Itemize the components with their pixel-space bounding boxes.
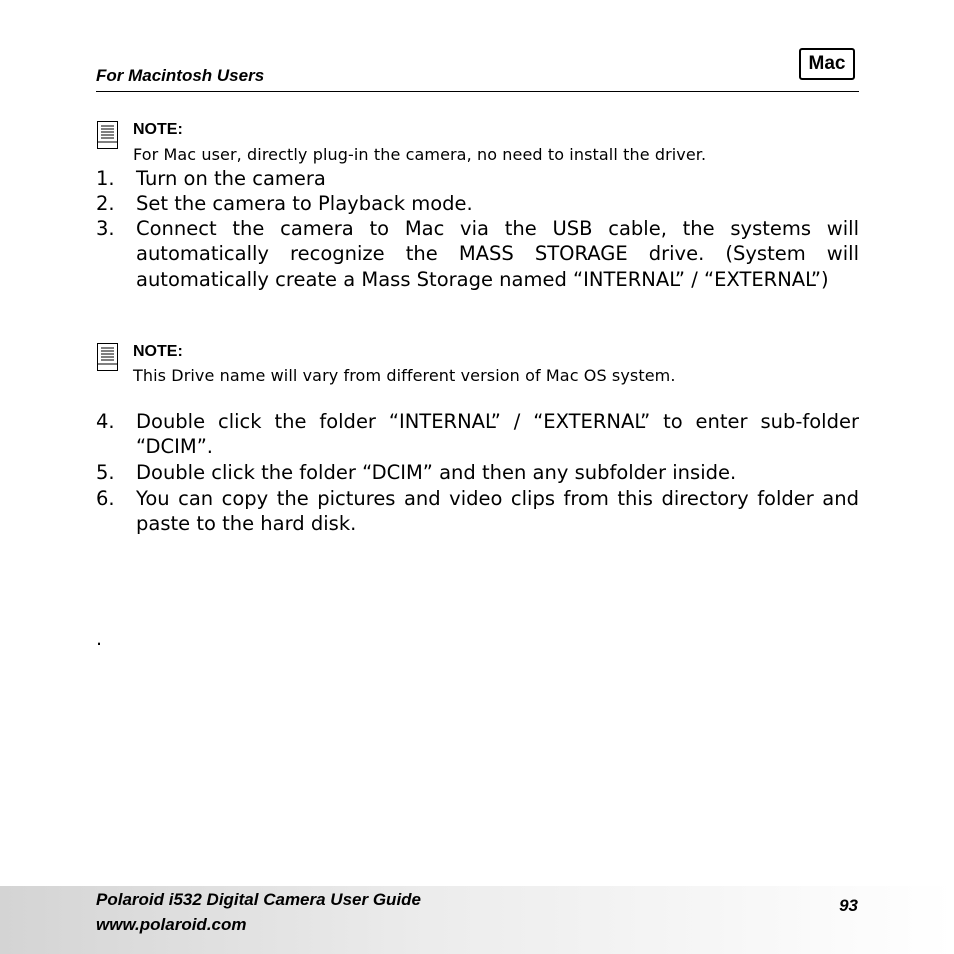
step-number: 2. xyxy=(96,192,115,215)
page-number: 93 xyxy=(839,896,858,915)
note-text: For Mac user, directly plug-in the camera, no need to install the driver. xyxy=(133,145,707,164)
step-number: 1. xyxy=(96,167,115,190)
step-number: 5. xyxy=(96,461,115,484)
list-item xyxy=(96,409,859,460)
website-link: www.polaroid.com xyxy=(96,915,247,934)
notepad-icon xyxy=(97,121,118,149)
note-label: NOTE: xyxy=(133,121,183,138)
step-number: 6. xyxy=(96,487,115,510)
header-divider xyxy=(96,91,859,92)
stray-mark: . xyxy=(96,628,103,650)
step-text: Turn on the camera xyxy=(136,167,326,190)
mac-badge: Mac xyxy=(799,48,855,80)
step-text: Connect the camera to Mac via the USB cable, the systems will automatically recognize the MASS STORAGE drive. (System will automatically create a Mass Storage named “INTERNAL” / “EXTERNAL”) xyxy=(136,217,859,291)
list-item xyxy=(96,166,859,191)
step-number: 4. xyxy=(96,410,115,433)
step-text: Double click the folder “INTERNAL” / “EXTERNAL” to enter sub-folder “DCIM”. xyxy=(136,410,859,459)
list-item xyxy=(96,191,859,216)
section-title: For Macintosh Users xyxy=(96,66,265,85)
note-label: NOTE: xyxy=(133,343,183,360)
step-text: Set the camera to Playback mode. xyxy=(136,192,473,215)
note-text: This Drive name will vary from different version of Mac OS system. xyxy=(133,366,676,385)
step-text: Double click the folder “DCIM” and then any subfolder inside. xyxy=(136,461,737,484)
list-item xyxy=(96,216,859,292)
notepad-icon xyxy=(97,343,118,371)
list-item xyxy=(96,486,859,537)
guide-title: Polaroid i532 Digital Camera User Guide xyxy=(96,890,422,909)
step-number: 3. xyxy=(96,217,115,240)
list-item xyxy=(96,460,859,485)
step-text: You can copy the pictures and video clips from this directory folder and paste to the hard disk. xyxy=(136,487,859,536)
